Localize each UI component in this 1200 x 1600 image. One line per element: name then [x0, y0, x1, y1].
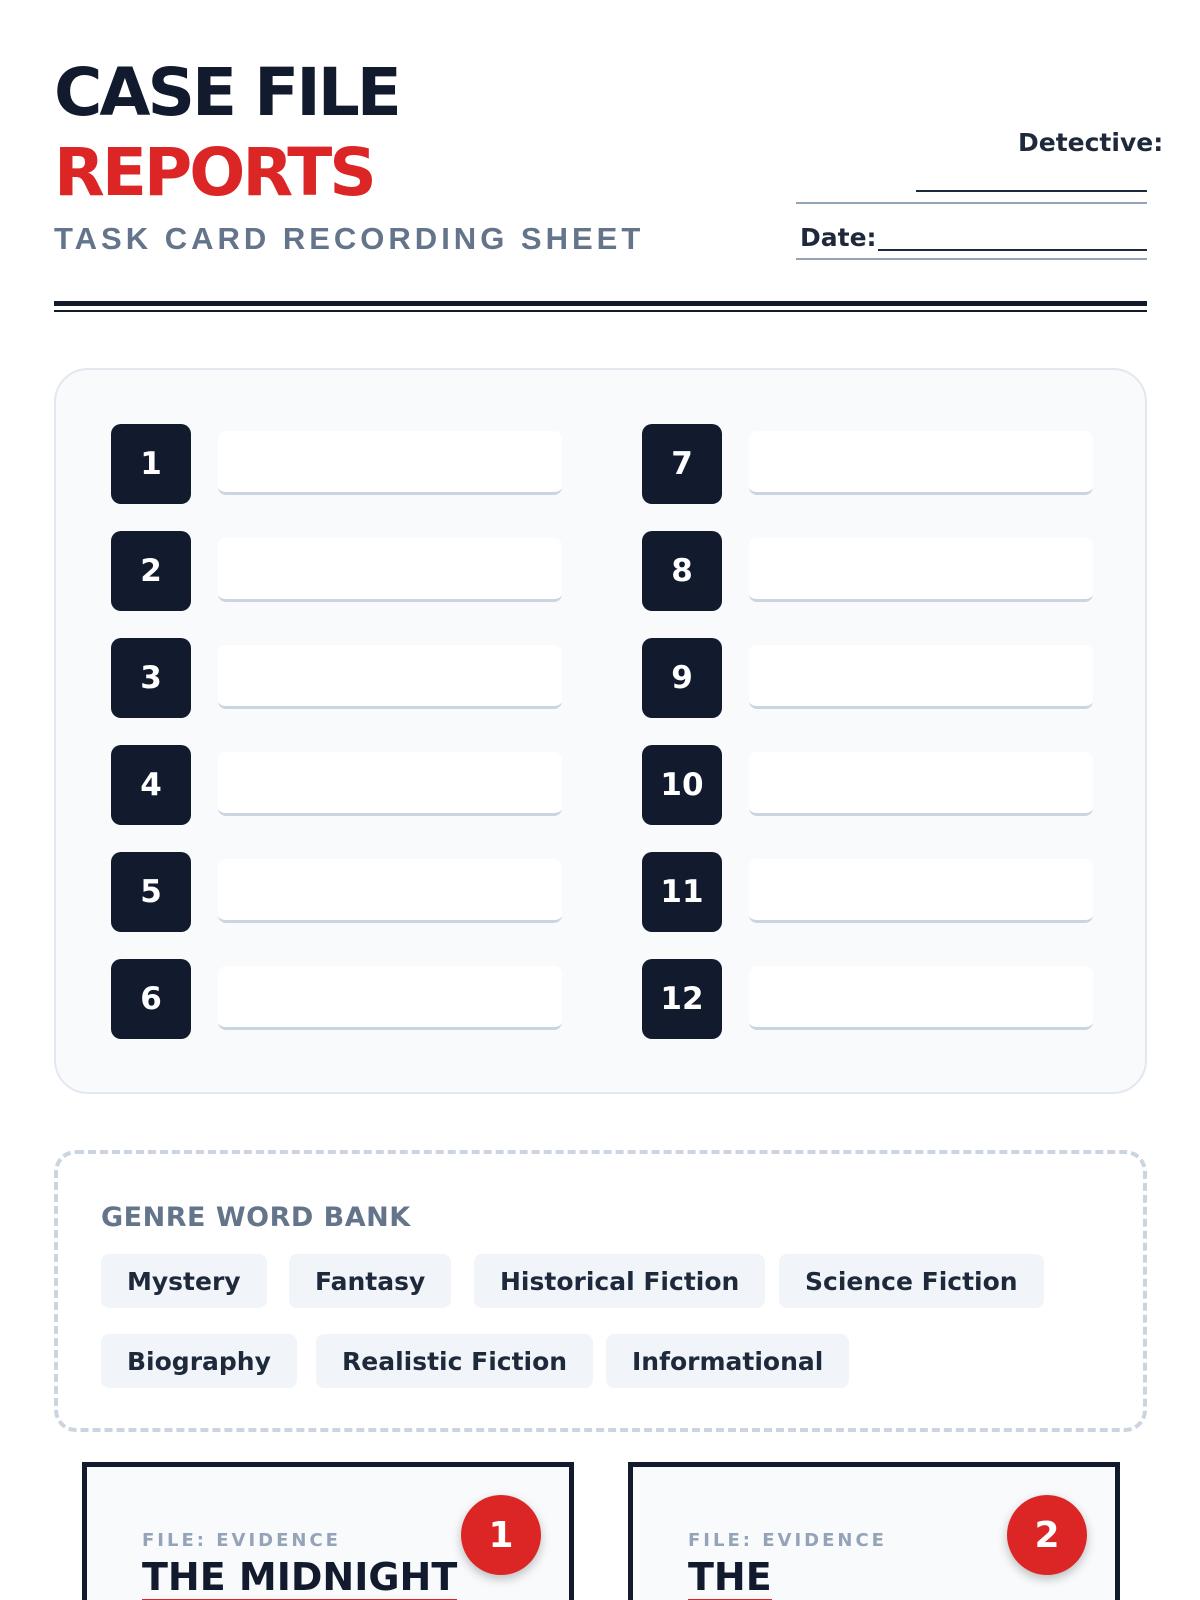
genre-chip: Science Fiction [779, 1254, 1044, 1308]
title-line-1: CASE FILE [54, 54, 399, 131]
task-number-badge: 9 [642, 638, 722, 718]
task-number-badge: 12 [642, 959, 722, 1039]
answer-field[interactable] [749, 645, 1093, 709]
card-label: FILE: EVIDENCE [688, 1530, 887, 1551]
answer-field[interactable] [749, 752, 1093, 816]
genre-chip: Fantasy [289, 1254, 451, 1308]
answer-field[interactable] [749, 859, 1093, 923]
header-divider-thick [54, 301, 1147, 306]
task-number-badge: 10 [642, 745, 722, 825]
answer-field[interactable] [218, 431, 562, 495]
header-divider-thin [54, 310, 1147, 312]
detective-field[interactable] [916, 190, 1147, 192]
card-label: FILE: EVIDENCE [142, 1530, 341, 1551]
card-number-badge: 1 [461, 1495, 541, 1575]
task-number-badge: 7 [642, 424, 722, 504]
genre-chip: Informational [606, 1334, 849, 1388]
genre-chip: Mystery [101, 1254, 267, 1308]
detective-underline [796, 202, 1147, 204]
date-label: Date: [800, 223, 877, 252]
answer-field[interactable] [218, 538, 562, 602]
card-number-badge: 2 [1007, 1495, 1087, 1575]
task-number-badge: 4 [111, 745, 191, 825]
word-bank-title: GENRE WORD BANK [101, 1202, 411, 1233]
genre-chip: Realistic Fiction [316, 1334, 593, 1388]
answer-field[interactable] [218, 752, 562, 816]
answer-field[interactable] [218, 859, 562, 923]
answer-field[interactable] [218, 966, 562, 1030]
genre-chip: Biography [101, 1334, 297, 1388]
task-number-badge: 6 [111, 959, 191, 1039]
task-number-badge: 2 [111, 531, 191, 611]
answer-field[interactable] [218, 645, 562, 709]
title-line-2: REPORTS [54, 134, 374, 211]
answer-field[interactable] [749, 966, 1093, 1030]
answer-field[interactable] [749, 431, 1093, 495]
task-number-badge: 3 [111, 638, 191, 718]
card-title: THE [688, 1557, 772, 1600]
genre-chip: Historical Fiction [474, 1254, 765, 1308]
date-underline [796, 258, 1147, 260]
task-number-badge: 8 [642, 531, 722, 611]
task-number-badge: 5 [111, 852, 191, 932]
task-number-badge: 11 [642, 852, 722, 932]
case-card [82, 1462, 574, 1600]
date-field[interactable] [878, 249, 1147, 251]
subtitle: TASK CARD RECORDING SHEET [54, 221, 645, 256]
detective-label: Detective: [1018, 128, 1164, 157]
card-title: THE MIDNIGHT [142, 1557, 457, 1600]
answer-field[interactable] [749, 538, 1093, 602]
case-card [628, 1462, 1120, 1600]
task-number-badge: 1 [111, 424, 191, 504]
